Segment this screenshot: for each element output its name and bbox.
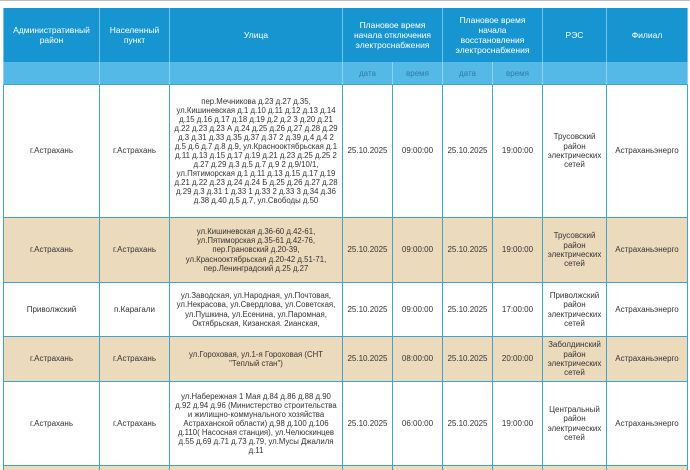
cell-settlement: г.Астрахань: [100, 382, 170, 466]
cell-restore-time: 20:00:00: [493, 337, 543, 382]
outage-schedule-table: [3, 8, 688, 470]
table-row: [3, 218, 688, 283]
table-row: [3, 337, 688, 382]
table-row: [3, 85, 688, 218]
cell-district: г.Астрахань: [3, 218, 100, 283]
cell-district: г.Астрахань: [3, 85, 100, 218]
subheader-outage-date: дата: [343, 62, 393, 85]
cell-branch: Астраханьэнерго: [607, 218, 688, 283]
cell-outage-time: 09:00:00: [393, 283, 443, 337]
subheader-empty: [100, 62, 170, 85]
subheader-empty: [3, 62, 100, 85]
top-divider: [0, 0, 690, 8]
header-outage-start: Плановое время начала отключения электроснабжения: [343, 8, 443, 62]
subheader-row: [3, 62, 688, 85]
cell-outage-time: 09:00:00: [393, 218, 443, 283]
cell-outage-date: 25.10.2025: [343, 85, 393, 218]
cell-street: ул.Заводская, ул.Народная, ул.Почтовая, ул.Некрасова, ул.Свердлова, ул.Советская, ул.Пушкина, ул.Есенина, ул.Паромная, Октябрьская, Кизанская. 2ианская,: [170, 283, 343, 337]
table-row: [3, 283, 688, 337]
subheader-restore-date: дата: [443, 62, 493, 85]
cell-outage-time: 09:00:00: [393, 85, 443, 218]
subheader-empty: [607, 62, 688, 85]
cell-res: Заболдинский район электрических сетей: [543, 337, 607, 382]
header-res: РЭС: [543, 8, 607, 62]
cell-restore-time: 19:00:00: [493, 218, 543, 283]
cell-outage-date: 25.10.2025: [343, 218, 393, 283]
cell-street: ул.Набережная 1 Мая д.84 д.86 д.88 д.90 д.92 д.94 д.96 (Министерство строительства и жилищно-коммунального хозяйства Астраханской области) д.98 д.100 д.106 д.110( Насосная станция), ул.Челюскинцев д.55 д.69 д.71 д.73 д.79, ул.Мусы Джалиля д.11: [170, 382, 343, 466]
cell-settlement: п.Карагали: [100, 283, 170, 337]
cell-res: Центральный район электрических сетей: [543, 382, 607, 466]
cell-restore-date: 25.10.2025: [443, 85, 493, 218]
subheader-empty: [543, 62, 607, 85]
cell-outage-date: 25.10.2025: [343, 283, 393, 337]
subheader-restore-time: время: [493, 62, 543, 85]
header-restore-start: Плановое время начала восстановления электроснабжения: [443, 8, 543, 62]
cell-outage-date: 25.10.2025: [343, 337, 393, 382]
cell-district: Приволжский: [3, 283, 100, 337]
cell-restore-date: 25.10.2025: [443, 337, 493, 382]
cell-branch: Астраханьэнерго: [607, 85, 688, 218]
header-street: Улица: [170, 8, 343, 62]
cell-outage-time: 08:00:00: [393, 337, 443, 382]
cell-branch: Астраханьэнерго: [607, 283, 688, 337]
cell-restore-date: 25.10.2025: [443, 218, 493, 283]
cell-restore-date: 25.10.2025: [443, 382, 493, 466]
header-settlement: Населенный пункт: [100, 8, 170, 62]
table-row: [3, 382, 688, 466]
subheader-empty: [170, 62, 343, 85]
cell-settlement: г.Астрахань: [100, 337, 170, 382]
cell-res: Трусовский район электрических сетей: [543, 85, 607, 218]
cell-branch: Астраханьэнерго: [607, 337, 688, 382]
header-row: [3, 8, 688, 62]
cell-res: Трусовский район электрических сетей: [543, 218, 607, 283]
cell-street: пер.Мечникова д.23 д.27 д.35, ул.Кишиневская д.1 д.10 д.11 д.12 д.13 д.14 д.15 д.16 д.17 д.18 д.19 д.2 д.2 3 д.20 д.21 д.22 д.23 д.23 А д.24 д.25 д.26 д.27 д.28 д.29 д.3 д.31 д.33 д.35 д.37 д.37 2 д.39 д.4 д.4 2 д.5 д.6 д.7 д.8 д.9, ул.Краснооктябрьская д.1 д.11 д.13 д.15 д.17 д.19 д.21 д.23 д.25 д.25 2 д.27 д.29 д.3 д.5 д.7 д.9 2 д.9/10/1, ул.Пятиморская д.1 д.11 д.13 д.15 д.17 д.19 д.21 д.22 д.23 д.24 д.24 Б д.25 д.26 д.27 д.28 д.29 д.3 д.31 1 д.33 1 д.33 2 д.33 3 д.34 д.36 д.38 д.40 д.5 д.7, ул.Свободы д.50: [170, 85, 343, 218]
partial-next-row: [3, 466, 688, 470]
header-admin-district: Административный район: [3, 8, 100, 62]
cell-outage-date: 25.10.2025: [343, 382, 393, 466]
cell-branch: Астраханьэнерго: [607, 382, 688, 466]
cell-restore-date: 25.10.2025: [443, 283, 493, 337]
cell-street: ул.Гороховая, ул.1-я Гороховая (СНТ "Теплый стан"): [170, 337, 343, 382]
cell-restore-time: 19:00:00: [493, 382, 543, 466]
cell-district: г.Астрахань: [3, 337, 100, 382]
cell-restore-time: 19:00:00: [493, 85, 543, 218]
cell-restore-time: 17:00:00: [493, 283, 543, 337]
cell-res: Приволжский район электрических сетей: [543, 283, 607, 337]
cell-district: г.Астрахань: [3, 382, 100, 466]
cell-street: ул.Кишиневская д.36-60 д.42-61, ул.Пятиморская д.35-61 д.42-76, пер.Грановский д.20-39, ул.Краснооктябрьская д.20-42 д.51-71, пер.Ленинградский д.25 д.27: [170, 218, 343, 283]
cell-settlement: г.Астрахань: [100, 218, 170, 283]
cell-settlement: г.Астрахань: [100, 85, 170, 218]
cell-outage-time: 06:00:00: [393, 382, 443, 466]
header-branch: Филиал: [607, 8, 688, 62]
subheader-outage-time: время: [393, 62, 443, 85]
